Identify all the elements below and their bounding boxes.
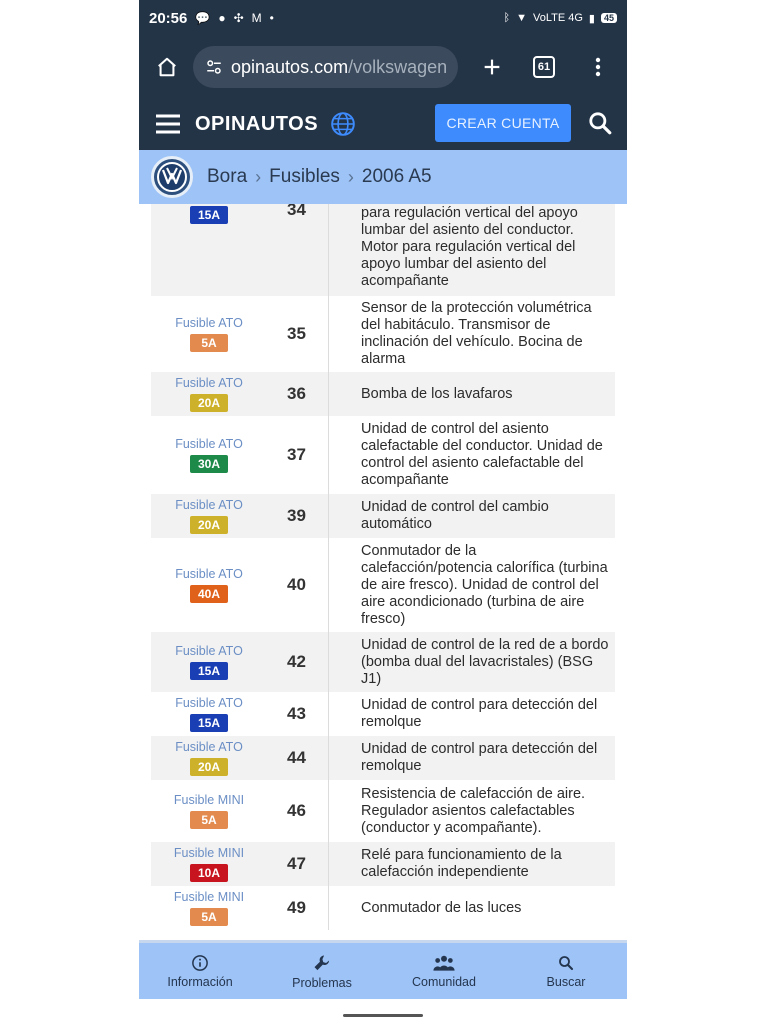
wifi-icon: ▼ (516, 12, 527, 24)
table-row (151, 842, 615, 886)
fuse-description: Unidad de control para detección del remolque (361, 741, 598, 774)
signal-icon: ▮ (588, 12, 595, 25)
fuse-number: 47 (267, 842, 329, 886)
table-row (151, 538, 615, 632)
chat-icon: 💬 (195, 11, 211, 25)
nav-problems[interactable] (261, 943, 383, 999)
url-bar[interactable] (193, 46, 458, 88)
search-icon[interactable] (587, 110, 613, 141)
fuse-cell (151, 842, 267, 886)
amp-badge: 40A (190, 585, 228, 603)
fuse-type: Fusible ATO (175, 740, 243, 754)
fuse-description: Unidad de control del asiento calefactable del conductor. Unidad de control del asiento calefactable del acompañante (361, 421, 603, 488)
bluetooth-icon: ᛒ (503, 12, 511, 24)
amp-badge: 15A (190, 206, 228, 224)
fuse-type: Fusible ATO (175, 316, 243, 330)
fuse-number: 46 (267, 780, 329, 842)
brand-logo[interactable]: OPINAUTOS (195, 112, 319, 135)
chevron-right-icon: › (255, 166, 262, 187)
tab-count: 61 (533, 56, 555, 78)
fuse-number: 49 (267, 886, 329, 930)
fuse-cell (151, 372, 267, 416)
amp-badge: 5A (190, 908, 228, 926)
nav-community[interactable] (383, 943, 505, 999)
fuse-cell (151, 692, 267, 736)
table-row (151, 780, 615, 842)
fuse-type: Fusible ATO (175, 567, 243, 581)
fuse-number: 39 (267, 494, 329, 538)
table-row (151, 632, 615, 692)
fuse-table (151, 204, 615, 942)
fuse-description: Unidad de control para detección del remolque (361, 697, 598, 730)
fuse-cell (151, 204, 267, 296)
fuse-cell (151, 886, 267, 930)
nav-search[interactable] (505, 943, 627, 999)
home-icon[interactable] (149, 49, 185, 85)
fuse-description: Conmutador de la calefacción/potencia calorífica (turbina de aire fresco). Unidad de control del aire acondicionado (turbina de aire fresco) (361, 542, 608, 627)
battery-icon: 45 (601, 13, 617, 23)
url-path: /volkswagen (348, 56, 448, 77)
status-bar (139, 0, 627, 36)
fuse-number: 35 (267, 296, 329, 372)
fuse-cell (151, 416, 267, 494)
fuse-description: Unidad de control de la red de a bordo (bomba dual del lavacristales) (BSG J1) (361, 636, 609, 687)
phone-screen (139, 0, 627, 1024)
people-icon (433, 954, 455, 972)
info-icon (191, 954, 209, 972)
fuse-description: Resistencia de calefacción de aire. Regulador asientos calefactables (conductor y acompañante). (361, 785, 586, 836)
amp-badge: 20A (190, 394, 228, 412)
fuse-description: para regulación vertical del apoyo lumbar del asiento del conductor. Motor para regulación vertical del apoyo lumbar del asiento del acompañante (361, 205, 578, 289)
tabs-switcher[interactable] (526, 49, 562, 85)
breadcrumb (139, 150, 627, 204)
fuse-cell (151, 780, 267, 842)
fuse-number: 44 (267, 736, 329, 780)
nav-problems-label: Problemas (292, 975, 352, 990)
amp-badge: 20A (190, 758, 228, 776)
alert-icon: ● (218, 11, 226, 25)
amp-badge: 5A (190, 334, 228, 352)
wrench-icon (312, 953, 332, 973)
system-icons (503, 12, 617, 25)
fuse-description: Unidad de control del cambio automático (361, 499, 549, 532)
notification-icons (195, 11, 273, 25)
nav-community-label: Comunidad (412, 974, 476, 989)
site-header (139, 98, 627, 150)
bottom-nav (139, 943, 627, 999)
breadcrumb-item-model[interactable]: Bora (207, 166, 248, 187)
table-row (151, 736, 615, 780)
mail-icon: M (251, 11, 262, 25)
fuse-number: 40 (267, 538, 329, 632)
table-row (151, 692, 615, 736)
site-settings-icon[interactable] (205, 58, 223, 76)
fuse-type: Fusible MINI (173, 890, 245, 904)
fuse-cell (151, 494, 267, 538)
amp-badge: 15A (190, 714, 228, 732)
browser-toolbar (139, 36, 627, 98)
fuse-description: Conmutador de las luces (361, 899, 522, 916)
fuse-description: Relé para funcionamiento de la calefacción independiente (361, 847, 562, 880)
fuse-number: 42 (267, 632, 329, 692)
fuse-type: Fusible ATO (175, 644, 243, 658)
fuse-type: Fusible ATO (175, 696, 243, 710)
table-row (151, 416, 615, 494)
fuse-description: Sensor de la protección volumétrica del habitáculo. Transmisor de inclinación del vehículo. Bocina de alarma (361, 300, 592, 367)
table-row (151, 204, 615, 296)
volkswagen-logo-icon (151, 156, 193, 198)
breadcrumb-item-section[interactable]: Fusibles (269, 166, 340, 187)
chevron-right-icon: › (347, 166, 354, 187)
dot-icon: • (269, 11, 274, 25)
amp-badge: 5A (190, 811, 228, 829)
fuse-number: 34 (267, 204, 329, 296)
fuse-description: Bomba de los lavafaros (361, 385, 513, 402)
fuse-cell (151, 736, 267, 780)
fuse-number: 36 (267, 372, 329, 416)
network-label: VoLTE 4G (532, 12, 583, 24)
gesture-bar (343, 1014, 423, 1017)
fuse-number: 43 (267, 692, 329, 736)
fuse-type: Fusible MINI (173, 846, 245, 860)
fuse-type: Fusible ATO (175, 498, 243, 512)
fan-icon: ✣ (233, 11, 244, 25)
nav-info[interactable] (139, 943, 261, 999)
fuse-number: 37 (267, 416, 329, 494)
search-icon (557, 954, 575, 972)
amp-badge: 20A (190, 516, 228, 534)
nav-info-label: Información (167, 974, 233, 989)
amp-badge: 30A (190, 455, 228, 473)
fuse-type: Fusible ATO (175, 437, 243, 451)
breadcrumb-item-year[interactable]: 2006 A5 (361, 166, 432, 187)
fuse-cell (151, 296, 267, 372)
fuse-cell (151, 632, 267, 692)
fuse-type: Fusible ATO (175, 376, 243, 390)
status-time: 20:56 (149, 9, 188, 27)
nav-search-label: Buscar (546, 974, 586, 989)
table-row (151, 372, 615, 416)
amp-badge: 15A (190, 662, 228, 680)
fuse-type: Fusible MINI (173, 793, 245, 807)
fuse-cell (151, 538, 267, 632)
amp-badge: 10A (190, 864, 228, 882)
hamburger-icon[interactable] (155, 114, 181, 134)
table-row (151, 494, 615, 538)
url-domain: opinautos.com (231, 56, 349, 77)
table-row (151, 886, 615, 930)
globe-icon[interactable] (330, 111, 356, 137)
create-account-button[interactable]: CREAR CUENTA (435, 104, 571, 142)
table-row (151, 296, 615, 372)
new-tab-icon[interactable] (474, 49, 510, 85)
menu-kebab-icon[interactable] (580, 49, 616, 85)
